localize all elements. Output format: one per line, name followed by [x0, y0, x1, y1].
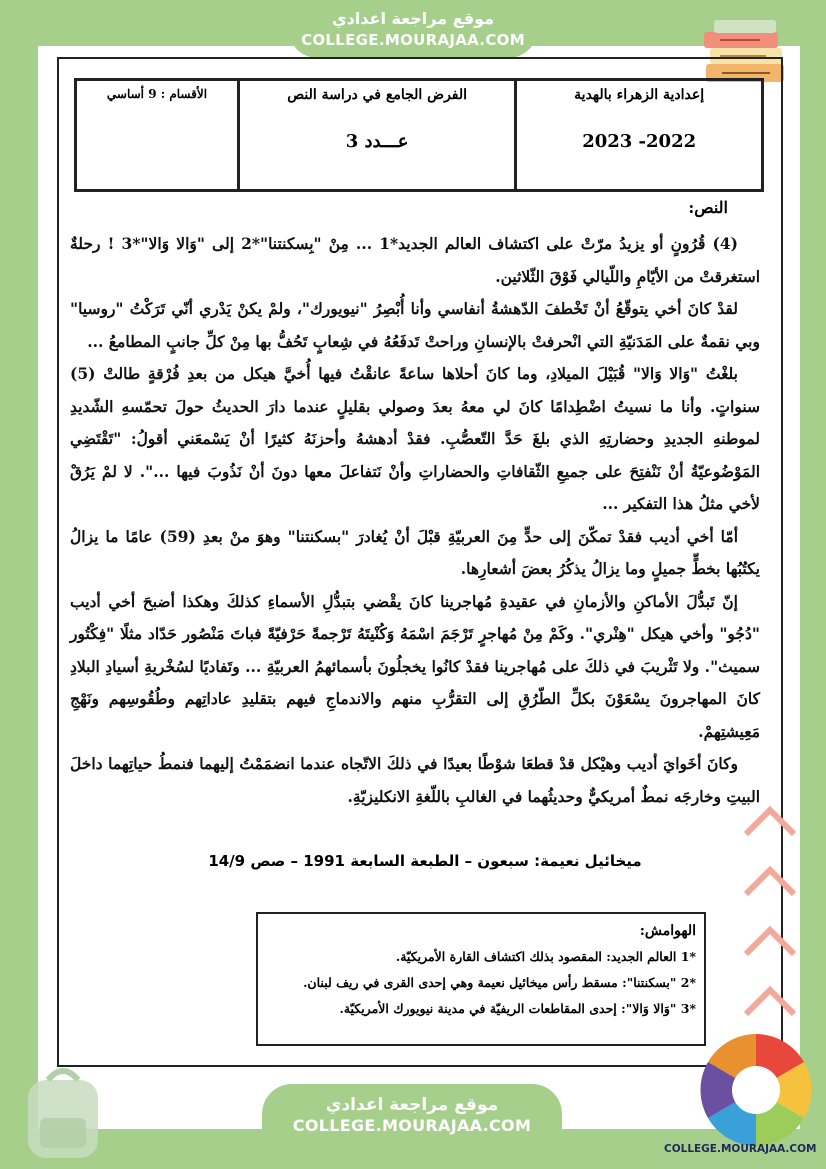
footnote-2: *2 "بسكنتنا": مسقط رأس ميخائيل نعيمة وهي إحدى القرى في ريف لبنان. — [303, 975, 696, 990]
site-banner-top[interactable] — [288, 4, 538, 58]
site-banner-bottom[interactable] — [262, 1084, 562, 1148]
banner-url: COLLEGE.MOURAJAA.COM — [301, 31, 525, 49]
frame-right — [800, 0, 826, 1169]
text-label: النص: — [688, 198, 728, 217]
exam-title: الفرض الجامع في دراسة النص — [287, 87, 468, 103]
paragraph-1: (4) قُرُونٍ أو يزيدُ مرّتْ على اكتشاف العالم الجديد*1 ... مِنْ "بِسكنتنا"*2 إلى "وَالا وَالا"*3 ! رحلةٌ استغرقتْ من الأيّامِ واللّيالي فَوْقَ الثّلاثين. — [70, 234, 760, 286]
backpack-icon — [18, 1060, 108, 1160]
classes-cell — [76, 80, 239, 191]
paragraph-4: أمّا أخي أديب فقدْ تمكّنَ إلى حدٍّ مِنَ العربيّةِ قبْلَ أنْ يُغادرَ "بسكنتنا" وهوَ منْ بعدِ (59) عامًا ما يزالُ يكتُبُها بخطٍّ جميلٍ وما يزالُ يذكُرُ بعضَ أشعارِها. — [70, 526, 760, 578]
classes-label: الأقسام : 9 أساسي — [106, 87, 208, 101]
text-body — [70, 228, 760, 813]
source-citation: ميخائيل نعيمة: سبعون – الطبعة السابعة 1991 – صص 14/9 — [208, 852, 642, 870]
chevron-up-icon — [740, 980, 800, 1020]
banner-url: COLLEGE.MOURAJAA.COM — [292, 1116, 532, 1135]
footnote-3: *3 "وَالا وَالا": إحدى المقاطعات الريفيّة في مدينة نيويورك الأمريكيّة. — [339, 1001, 696, 1016]
banner-arabic: موقع مراجعة اعدادي — [331, 9, 495, 28]
paragraph-5: إنّ تَبدُّلَ الأماكنِ والأزمانِ في عقيدةِ مُهاجرينا كانَ يقْضي بتبدُّلِ الأسماءِ كذلكَ وهكذا أضبحَ أخي أديب "دُجُو" وأخي هيكل "هِنْري". وكَمْ مِنْ مُهاجرٍ تَرْجَمَ اسْمَهُ وَكُنْيتَهُ تَرْجمةً حَرْفيّةً فباتَ مَنْصُور حَدّاد مثلًا "فِكْتُور سميث". ولا تَثْريبَ في ذلكَ على مُهاجرينا فقدْ كانُوا يخجلُونَ بأسمائهمُ العربيّةِ ... وتَفاديًا لسُخْريةِ أسيادِ البلادِ كانَ المهاجرونَ يسْعَوْنَ بكلِّ الطّرُقِ إلى التقرُّبِ منهم والاندماجِ فيهم بتقليدِ عاداتِهم وطُقُوسِهم ونَهْجِ مَعِيشتِهمْ. — [70, 591, 760, 741]
footnotes-box — [256, 912, 706, 1046]
site-label: COLLEGE.MOURAJAA.COM — [664, 1143, 817, 1155]
frame-left — [0, 0, 38, 1169]
footnotes-title: الهوامش: — [639, 923, 696, 939]
footnote-1: *1 العالم الجديد: المقصود بذلك اكتشاف القارة الأمريكيّة. — [395, 949, 696, 964]
banner-arabic: موقع مراجعة اعدادي — [325, 1095, 499, 1115]
school-cell — [516, 80, 763, 191]
paragraph-2: لقدْ كانَ أخي يتوقّعُ أنْ تَخْطفَ الدّهشةُ أنفاسي وأنا أُبْصِرُ "نيويورك"، ولمْ يكنْ يَدْري أنّي تَرَكْتُ "روسيا" وبي نقمةٌ على المَدَنيّةِ التي انْحرفتْ بالإنسانِ وراحتْ تَدفَعُهُ في شِعابٍ تَحُفُّ بها مِنْ كلِّ جانبٍ المطامعُ ... — [70, 299, 760, 351]
chevron-up-icon — [740, 800, 800, 840]
paragraph-3: بلغْتُ "وَالا وَالا" قُبَيْلَ الميلادِ، وما كانَ أحلاها ساعةً عانقْتُ فيها أُخيَّ هيكل من بعدِ فُرْقةٍ طالتْ (5) سنواتٍ. وأنا ما نسيتُ اضْطِدامًا كانَ لي معهُ بعدَ وصولي بقليلٍ عندما دارَ الحديثُ حولَ تحمّسهِ الشّديدِ لموطنهِ الجديدِ وحضارتِهِ الذي بلغَ حَدَّ التّعصُّبِ. فقدْ أدهشهُ وأحزنَهُ كثيرًا أنْ يَسْمعَني أقولُ: "تَقْتَضِي المَوْضُوعيّةُ أنْ نَنْفتِحَ على جميعِ الثّقافاتِ والحضاراتِ وأنْ نَتفاعلَ معها دونَ أنْ نَذُوبَ فيها ...". لا لمْ يَرُقْ لأخي مثلُ هذا التفكير ... — [70, 364, 760, 513]
paragraph-6: وكانَ أخَوايَ أديب وهيْكل قدْ قطعَا شوْطًا بعيدًا في ذلكَ الاتّجاه عندما انضمَمْتُ إليهما فنمطُ حياتِهما داخلَ البيتِ وخارجَه نمطٌ أمريكيٌّ وحديثُهما في الغالبِ باللّغةِ الانكليزيّةِ. — [70, 754, 760, 806]
education-circle-icon — [696, 1030, 816, 1150]
exam-header-table — [74, 78, 764, 192]
chevron-up-icon — [740, 860, 800, 900]
chevron-up-icon — [740, 920, 800, 960]
subject-cell — [238, 80, 515, 191]
school-name: إعدادية الزهراء بالهدية — [574, 87, 705, 103]
exam-number: عـــدد 3 — [345, 131, 409, 152]
school-year: 2023 -2022 — [582, 131, 697, 152]
